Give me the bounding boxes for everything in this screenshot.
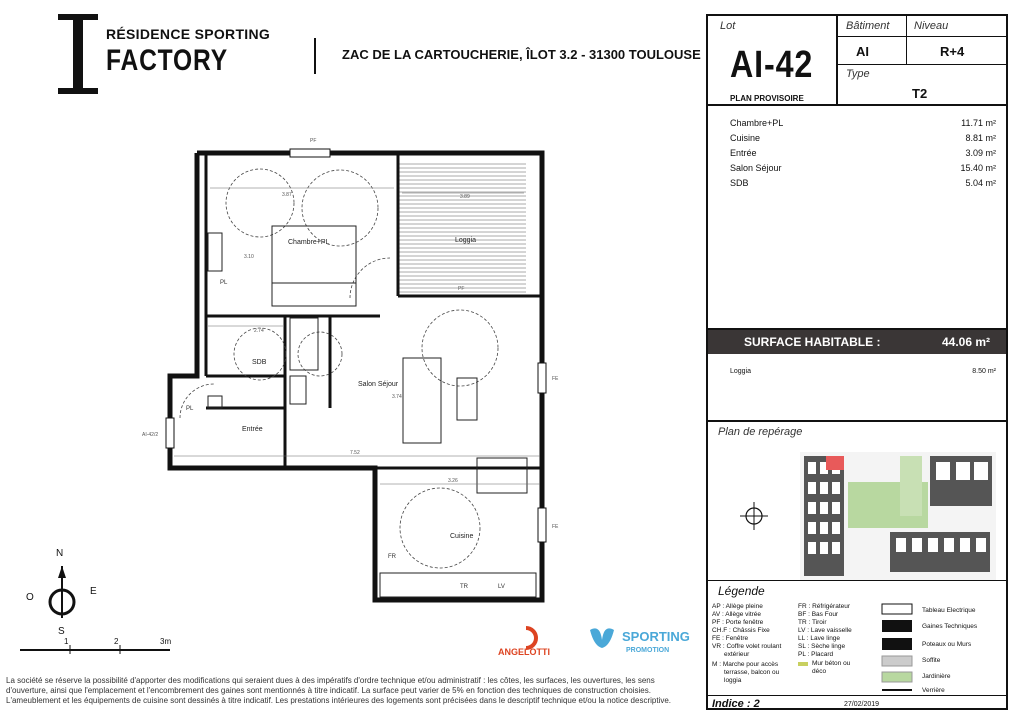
legend-item: FR : Réfrigérateur	[798, 603, 851, 610]
room-label-chambre: Chambre+PL	[288, 239, 330, 246]
batiment-value: AI	[856, 44, 869, 59]
type-value: T2	[912, 86, 928, 101]
dimension-d6: 3.10	[244, 254, 254, 260]
legend-item: PF : Porte fenêtre	[712, 619, 764, 626]
annex-area: 8.50 m²	[972, 368, 996, 375]
angelotti-wordmark: ANGELOTTI	[498, 647, 550, 657]
plan-label-fr: FR	[388, 554, 396, 560]
legend-item: TR : Tiroir	[798, 619, 827, 626]
lot-label: Lot	[720, 20, 736, 32]
plan-provisoire-note: PLAN PROVISOIRE	[730, 94, 804, 103]
legend-item: Jardinière	[922, 673, 951, 680]
room-label-cuisine: Cuisine	[450, 533, 474, 540]
lot-code: AI-42	[730, 44, 814, 86]
project-address: ZAC DE LA CARTOUCHERIE, ÎLOT 3.2 - 31300 TOULOUSE	[342, 47, 701, 62]
grid-line	[708, 104, 1006, 106]
legend-item: Mur béton ou	[812, 660, 851, 667]
surface-label: SURFACE HABITABLE :	[744, 335, 881, 349]
room-label-salon: Salon Séjour	[358, 381, 399, 388]
room-area: 5.04 m²	[965, 178, 996, 188]
legend-item: LV : Lave vaisselle	[798, 627, 852, 634]
legend-item: BF : Bas Four	[798, 611, 839, 618]
compass-e: E	[90, 586, 97, 597]
legend-item: Soffite	[922, 657, 941, 664]
brand-name: FACTORY	[106, 44, 228, 77]
dimension-d4: 3.26	[448, 478, 458, 484]
room-area: 15.40 m²	[960, 163, 996, 173]
dimension-d3: 7.52	[350, 450, 360, 456]
plan-label-pl2: PL	[186, 406, 194, 412]
indice	[712, 698, 760, 710]
compass-icon	[50, 566, 74, 618]
legend-item: AV : Allège vitrée	[712, 611, 762, 618]
grid-line	[708, 695, 1006, 696]
scale-bar	[20, 645, 170, 654]
legend-item: M : Marche pour accès	[712, 661, 779, 668]
niveau-value: R+4	[940, 44, 965, 59]
reperage-label: Plan de repérage	[718, 426, 803, 438]
compass-o: O	[26, 592, 34, 603]
dimension-d2: 2.74	[254, 328, 264, 334]
lot-location-marker	[826, 456, 844, 470]
room-row	[730, 133, 996, 143]
plan-label-pl1: PL	[220, 280, 228, 286]
room-row	[730, 118, 996, 128]
room-name: SDB	[730, 178, 749, 188]
batiment-label: Bâtiment	[846, 20, 890, 32]
legend-symbols	[878, 602, 918, 698]
sporting-wordmark: SPORTING	[622, 629, 690, 644]
room-label-loggia: Loggia	[455, 237, 477, 244]
floor-plan	[20, 118, 690, 658]
type-label: Type	[846, 68, 870, 80]
legal-disclaimer: La société se réserve la possibilité d'apporter des modifications qui seraient dues à des impératifs d'ordre technique et/ou administratif : les côtes, les surfaces, les ouvertures, les sens d'ouverture, ainsi que l'emplacement et l'encombrement des gaines sont mentionnés à titre indicatif. La surface peut varier de 5% en fonction des techniques de construction choisies. L'ameublement et les équipements de cuisine sont dessinés à titre indicatif. Les prestations intérieures des logements sont précisées dans le descriptif technique et/ou la notice descriptive.	[6, 676, 672, 705]
grid-line	[708, 420, 1006, 422]
annex-row	[730, 368, 996, 375]
legend-item: terrasse, balcon ou	[724, 669, 780, 676]
room-label-entree: Entrée	[242, 426, 263, 433]
legend-item: VR : Coffre volet roulant	[712, 643, 782, 650]
room-row	[730, 148, 996, 158]
niveau-label: Niveau	[914, 20, 949, 32]
compass-n: N	[56, 548, 64, 559]
window-label-fe-r1: FE	[552, 376, 559, 382]
loggia-area	[398, 163, 526, 293]
window-label-pf-loggia: PF	[458, 286, 465, 292]
legend-item: PL : Placard	[798, 651, 834, 658]
legend-item: loggia	[724, 677, 742, 684]
promotion-wordmark: PROMOTION	[626, 647, 670, 654]
indice-label: Indice :	[712, 698, 751, 710]
legend-item: SL : Sèche linge	[798, 643, 846, 650]
legend-item: Tableau Electrique	[922, 607, 976, 614]
legend-item: CH.F : Châssis Fixe	[712, 627, 770, 634]
legend-item: Gaines Techniques	[922, 623, 978, 630]
legend-item: déco	[812, 668, 827, 675]
grid-line	[708, 580, 1006, 581]
legend-item: Poteaux ou Murs	[922, 641, 972, 648]
room-label-sdb: SDB	[252, 359, 267, 366]
room-area: 11.71 m²	[961, 118, 996, 128]
brand-subtitle: RÉSIDENCE SPORTING	[106, 26, 271, 42]
room-row	[730, 163, 996, 173]
grid-line	[836, 64, 1006, 65]
residence-logo-icon	[58, 14, 98, 94]
room-name: Salon Séjour	[730, 163, 782, 173]
site-location-map	[800, 452, 996, 580]
header-divider	[314, 38, 316, 74]
window-label-fe-r2: FE	[552, 524, 559, 530]
mini-compass-icon	[738, 500, 770, 532]
room-area: 3.09 m²	[965, 148, 996, 158]
surface-value: 44.06 m²	[942, 335, 991, 349]
scale-1: 1	[64, 637, 69, 646]
section-label: AI-42/2	[142, 432, 159, 438]
annex-name: Loggia	[730, 368, 752, 375]
grid-line	[836, 36, 1006, 37]
angelotti-logo	[496, 624, 576, 660]
scale-3: 3m	[160, 637, 172, 646]
grid-line	[836, 14, 838, 104]
plan-label-tr: TR	[460, 584, 468, 590]
legend-item: LL : Lave linge	[798, 635, 841, 642]
legend-title: Légende	[718, 584, 765, 598]
scale-2: 2	[114, 637, 119, 646]
room-area: 8.81 m²	[965, 133, 996, 143]
room-name: Cuisine	[730, 133, 761, 143]
window-label-pf-top: PF	[310, 138, 317, 144]
room-name: Chambre+PL	[730, 118, 784, 128]
dimension-d5: 3.89	[460, 194, 470, 200]
plan-label-lv: LV	[498, 584, 505, 590]
room-name: Entrée	[730, 148, 757, 158]
dimension-d7: 3.74	[392, 394, 402, 400]
grid-line	[906, 14, 907, 64]
mur-beton-swatch	[798, 662, 808, 666]
plan-date: 27/02/2019	[844, 701, 880, 708]
legend-item: FE : Fenêtre	[712, 635, 749, 642]
legend-item: extérieur	[724, 651, 750, 658]
room-row	[730, 178, 996, 188]
legend-item: AP : Allège pleine	[712, 603, 763, 610]
sporting-promotion-logo	[586, 624, 698, 660]
compass-s: S	[58, 626, 65, 637]
dimension-d1: 3.87	[282, 192, 292, 198]
legend-item: Verrière	[922, 687, 945, 694]
indice-value: 2	[753, 698, 760, 710]
